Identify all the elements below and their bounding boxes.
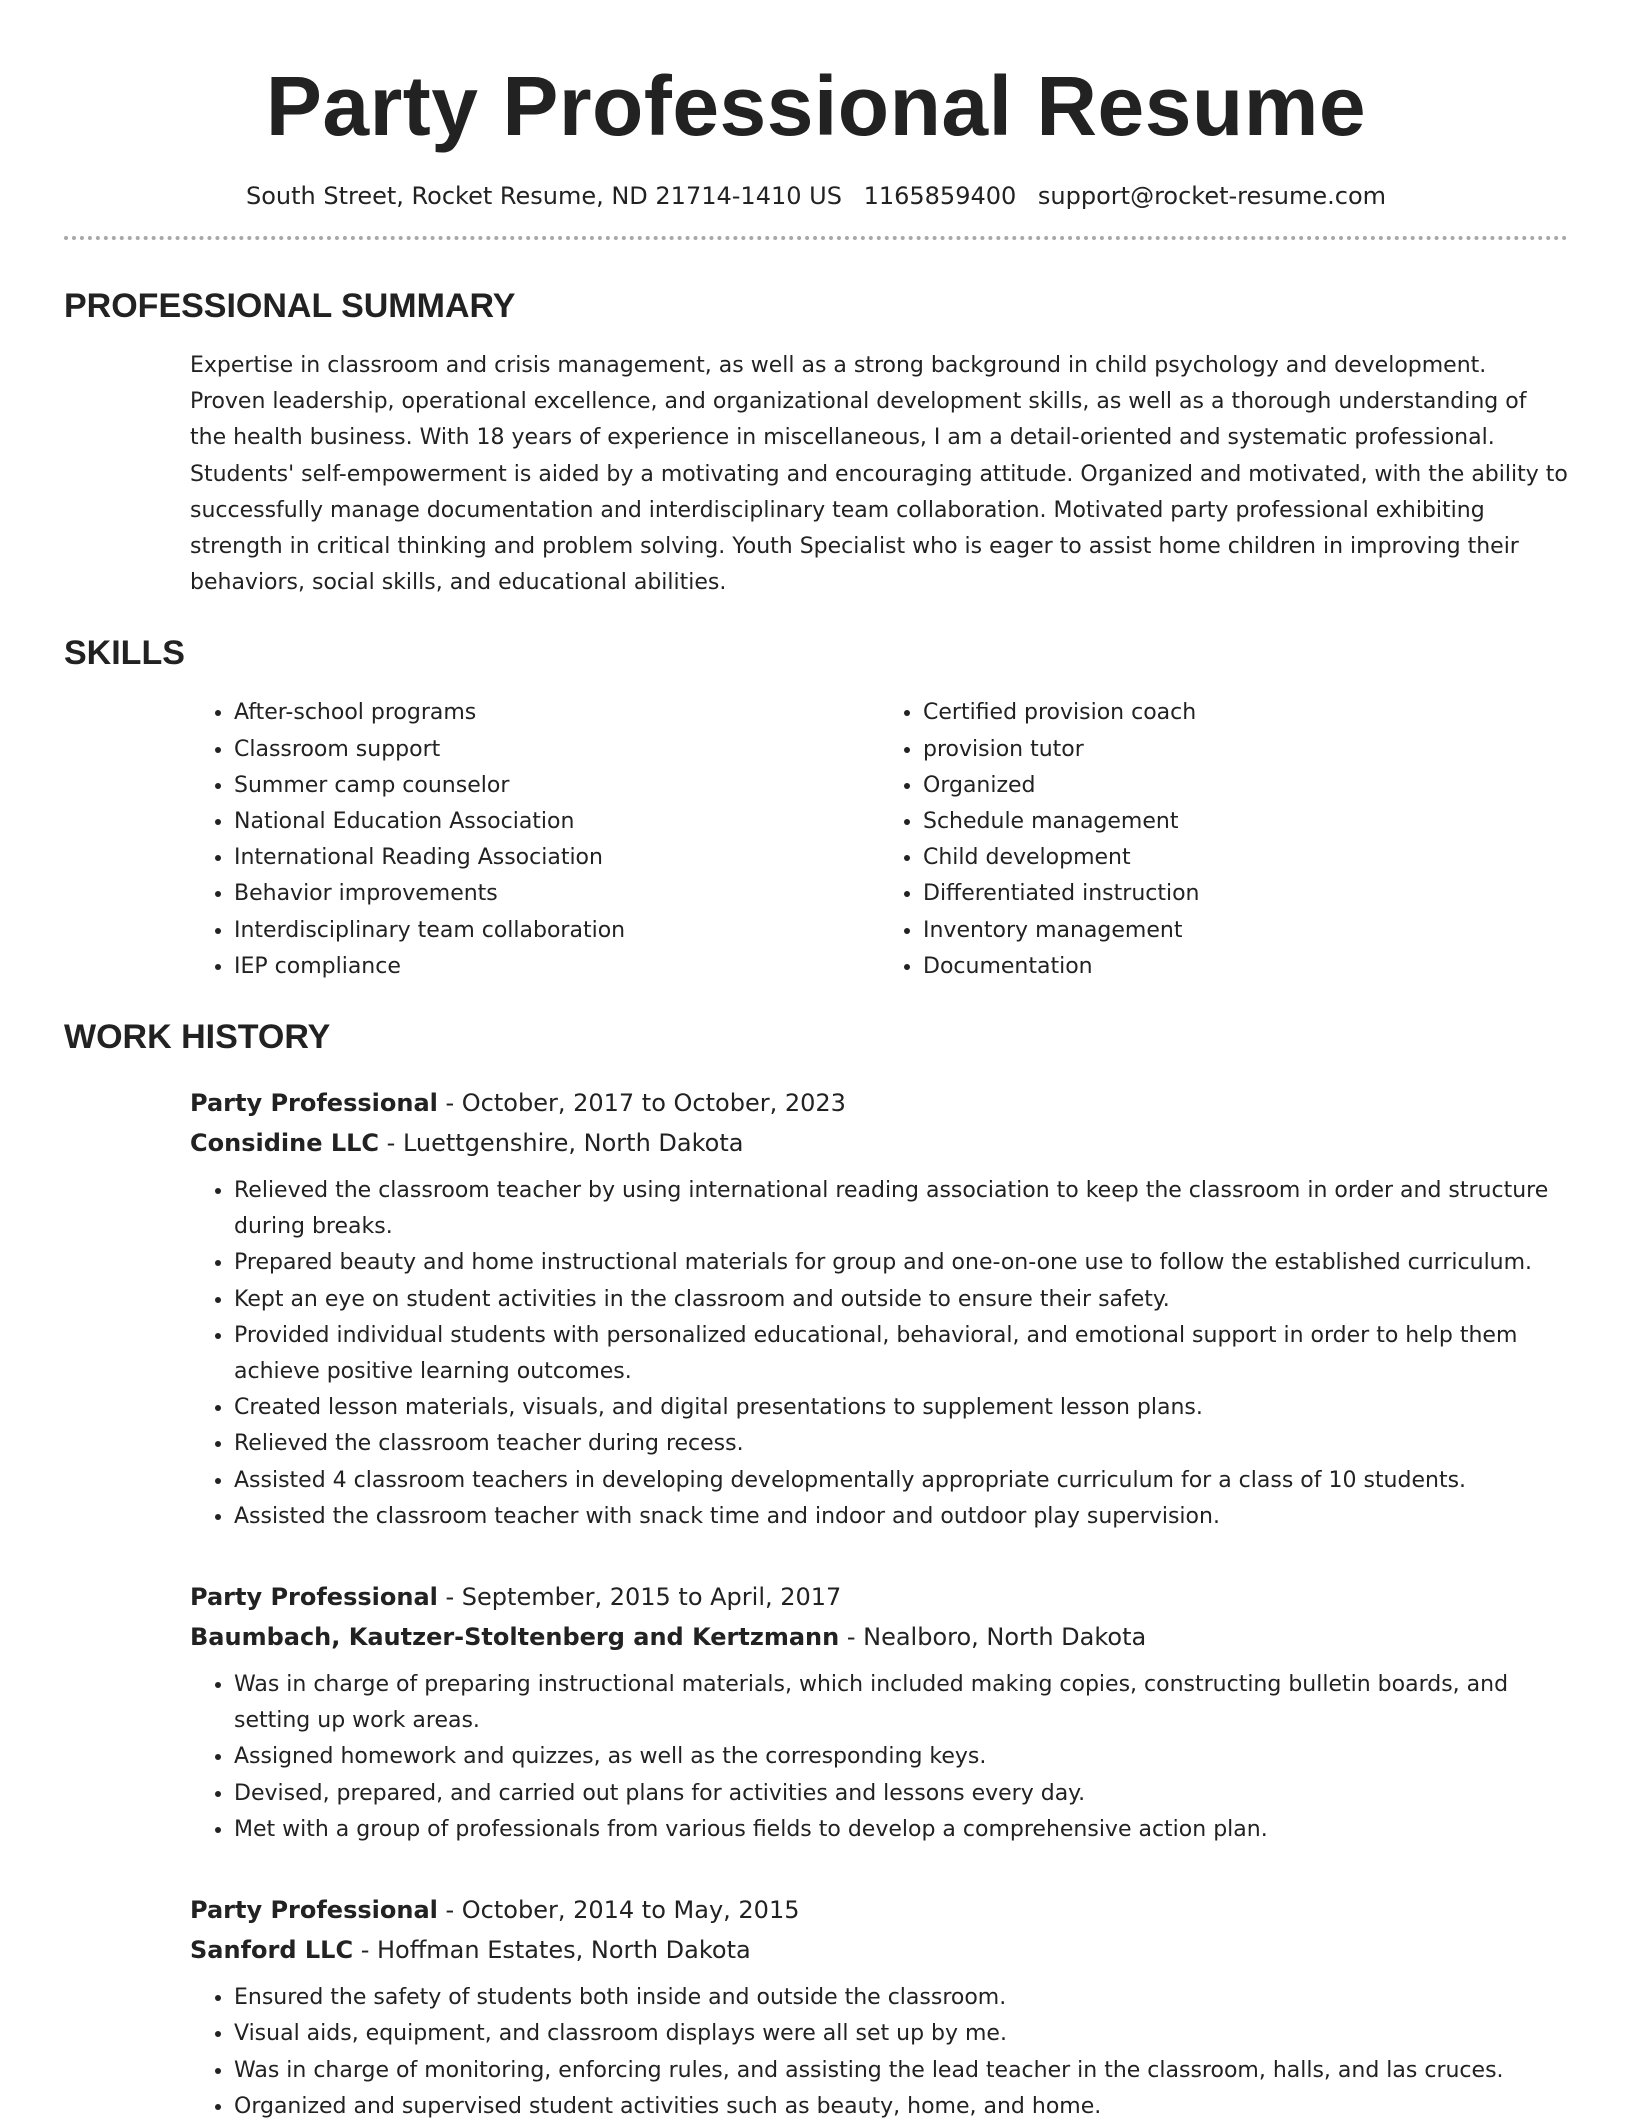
job-location: - Luettgenshire, North Dakota — [379, 1129, 744, 1158]
job-company-line — [190, 1617, 1568, 1657]
skills-list — [190, 695, 1568, 985]
skill-item: • Documentation — [923, 949, 1568, 985]
skill-item: • Inventory management — [923, 913, 1568, 949]
duty-item: • Relieved the classroom teacher during recess. — [234, 1426, 1568, 1462]
job-company: Sanford LLC — [190, 1936, 354, 1965]
job-role: Party Professional — [190, 1896, 438, 1925]
duty-item: • Created lesson materials, visuals, and digital presentations to supplement lesson plans. — [234, 1390, 1568, 1426]
contact-phone: 1165859400 — [863, 182, 1017, 210]
contact-line — [64, 180, 1568, 212]
job-dates: - October, 2014 to May, 2015 — [437, 1896, 800, 1925]
duty-item: • Assigned homework and quizzes, as well as the corresponding keys. — [234, 1739, 1568, 1775]
contact-address: South Street, Rocket Resume, ND 21714-1410 US — [245, 182, 842, 210]
skill-item: • Schedule management — [923, 804, 1568, 840]
duty-item: • Prepared beauty and home instructional materials for group and one-on-one use to follow the established curriculum. — [234, 1245, 1568, 1281]
skill-item: • Classroom support — [234, 732, 879, 768]
duty-item: • Devised, prepared, and carried out plans for activities and lessons every day. — [234, 1776, 1568, 1812]
skills-column-right — [879, 695, 1568, 985]
duty-item: • Organized and supervised student activities such as beauty, home, and home. — [234, 2089, 1568, 2125]
job-company: Baumbach, Kautzer-Stoltenberg and Kertzmann — [190, 1623, 840, 1652]
duty-item: • Assisted the classroom teacher with snack time and indoor and outdoor play supervision. — [234, 1499, 1568, 1535]
job-title-line — [190, 1577, 1568, 1617]
job-location: - Hoffman Estates, North Dakota — [353, 1936, 751, 1965]
duty-item: • Visual aids, equipment, and classroom displays were all set up by me. — [234, 2016, 1568, 2052]
skill-item: • Behavior improvements — [234, 876, 879, 912]
job-company-line — [190, 1930, 1568, 1970]
work-history-heading: WORK HISTORY — [64, 1018, 331, 1057]
skill-item: • provision tutor — [923, 732, 1568, 768]
skills-heading: SKILLS — [64, 634, 185, 673]
job-duties — [190, 1667, 1568, 1848]
duty-item: • Was in charge of preparing instructional materials, which included making copies, constructing bulletin boards, and setting up work areas. — [234, 1667, 1568, 1739]
skill-item: • National Education Association — [234, 804, 879, 840]
job-company-line — [190, 1123, 1568, 1163]
job-company: Considine LLC — [190, 1129, 380, 1158]
skill-item: • Interdisciplinary team collaboration — [234, 913, 879, 949]
job-title-line — [190, 1083, 1568, 1123]
skills-column-left — [190, 695, 879, 985]
skill-item: • International Reading Association — [234, 840, 879, 876]
job-entry — [190, 1577, 1568, 1848]
work-history-list — [190, 1083, 1568, 2125]
duty-item: • Met with a group of professionals from various fields to develop a comprehensive action plan. — [234, 1812, 1568, 1848]
skill-item: • Child development — [923, 840, 1568, 876]
job-duties — [190, 1980, 1568, 2125]
skill-item: • Organized — [923, 768, 1568, 804]
job-dates: - October, 2017 to October, 2023 — [437, 1089, 846, 1118]
header-divider — [64, 236, 1568, 240]
skill-item: • IEP compliance — [234, 949, 879, 985]
duty-item: • Assisted 4 classroom teachers in developing developmentally appropriate curriculum for a class of 10 students. — [234, 1463, 1568, 1499]
duty-item: • Provided individual students with personalized educational, behavioral, and emotional support in order to help them achieve positive learning outcomes. — [234, 1318, 1568, 1390]
resume-page — [64, 0, 1568, 2125]
skill-item: • Certified provision coach — [923, 695, 1568, 731]
skill-item: • Summer camp counselor — [234, 768, 879, 804]
job-dates: - September, 2015 to April, 2017 — [437, 1583, 842, 1612]
skill-item: • Differentiated instruction — [923, 876, 1568, 912]
summary-text: Expertise in classroom and crisis management, as well as a strong background in child psychology and development. Proven leadership, operational excellence, and organizational development skills, as well as a thorough understanding of the health business. With 18 years of experience in miscellaneous, I am a detail-oriented and systematic professional. Students' self-empowerment is aided by a motivating and encouraging attitude. Organized and motivated, with the ability to successfully manage documentation and interdisciplinary team collaboration. Motivated party professional exhibiting strength in critical thinking and problem solving. Youth Specialist who is eager to assist home children in improving their behaviors, social skills, and educational abilities. — [190, 353, 1568, 596]
summary-heading: PROFESSIONAL SUMMARY — [64, 287, 516, 325]
job-title-line — [190, 1890, 1568, 1930]
skill-item: • After-school programs — [234, 695, 879, 731]
duty-item: • Was in charge of monitoring, enforcing rules, and assisting the lead teacher in the classroom, halls, and las cruces. — [234, 2053, 1568, 2089]
job-duties — [190, 1173, 1568, 1535]
job-location: - Nealboro, North Dakota — [839, 1623, 1147, 1652]
contact-email: support@rocket-resume.com — [1037, 182, 1387, 210]
resume-title: Party Professional Resume — [265, 59, 1367, 153]
job-entry — [190, 1083, 1568, 1535]
duty-item: • Ensured the safety of students both inside and outside the classroom. — [234, 1980, 1568, 2016]
job-entry — [190, 1890, 1568, 2125]
job-role: Party Professional — [190, 1089, 438, 1118]
job-role: Party Professional — [190, 1583, 438, 1612]
duty-item: • Kept an eye on student activities in the classroom and outside to ensure their safety. — [234, 1282, 1568, 1318]
duty-item: • Relieved the classroom teacher by using international reading association to keep the classroom in order and structure during breaks. — [234, 1173, 1568, 1245]
